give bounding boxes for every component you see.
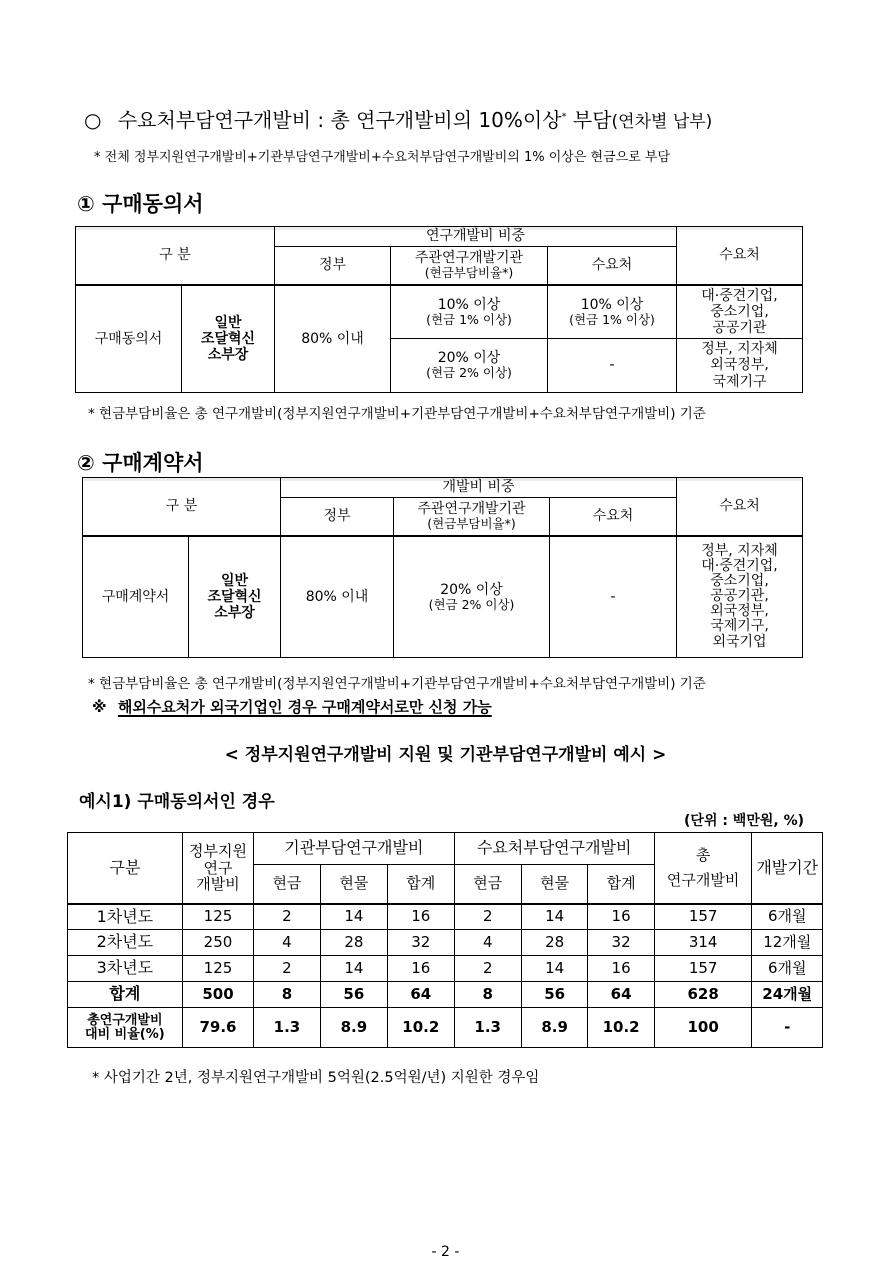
heading-note: * 전체 정부지원연구개발비+기관부담연구개발비+수요처부담연구개발비의 1% 이상은 현금으로 부담 <box>94 150 671 165</box>
header-demand-col: 수요처 <box>677 478 803 536</box>
header-demand-sum: 합계 <box>588 865 654 904</box>
table-row: 2차년도 250 4 28 32 4 28 32 314 12개월 <box>68 930 823 956</box>
demand-list-1: 대·중견기업, 중소기업, 공공기관 <box>677 285 803 339</box>
row-type: 일반 조달혁신 소부장 <box>189 536 281 658</box>
example-subtitle: 예시1) 구매동의서인 경우 <box>79 792 275 812</box>
header-demand: 수요처 <box>548 247 677 285</box>
header-group: 연구개발비 비중 <box>275 227 677 247</box>
header-period: 개발기간 <box>752 833 823 904</box>
header-demand-col: 수요처 <box>677 227 803 285</box>
header-gubun: 구 분 <box>83 478 281 536</box>
header-gubun: 구 분 <box>76 227 275 285</box>
header-org: 주관연구개발기관 (현금부담비율*) <box>391 247 548 285</box>
section2-title: ② 구매계약서 <box>77 451 204 475</box>
demand-value-1: 10% 이상 (현금 1% 이상) <box>548 285 677 339</box>
table-row-total: 합계 500 8 56 64 8 56 64 628 24개월 <box>68 982 823 1008</box>
header-org-cash: 현금 <box>254 865 320 904</box>
demand-list-2: 정부, 지자체 외국정부, 국제기구 <box>677 339 803 393</box>
page-number: - 2 - <box>431 1244 460 1260</box>
table-row: 1차년도 125 2 14 16 2 14 16 157 6개월 <box>68 904 823 930</box>
example-note: * 사업기간 2년, 정부지원연구개발비 5억원(2.5억원/년) 지원한 경우임 <box>92 1070 540 1086</box>
header-group: 개발비 비중 <box>281 478 677 498</box>
heading-text: 수요처부담연구개발비 : 총 연구개발비의 10%이상 <box>117 108 562 132</box>
section2-note: * 현금부담비율은 총 연구개발비(정부지원연구개발비+기관부담연구개발비+수요처부담연구개발비) 기준 <box>88 676 706 692</box>
header-demand-group: 수요처부담연구개발비 <box>454 833 654 865</box>
header-demand-cash: 현금 <box>454 865 521 904</box>
section2-warning: ※ 해외수요처가 외국기업인 경우 구매계약서로만 신청 가능 <box>92 698 492 716</box>
header-gov: 정부지원 연구 개발비 <box>182 833 253 904</box>
row-label: 구매동의서 <box>76 285 182 393</box>
header-gov: 정부 <box>275 247 391 285</box>
table-row: 3차년도 125 2 14 16 2 14 16 157 6개월 <box>68 956 823 982</box>
gov-value: 80% 이내 <box>281 536 394 658</box>
header-org-group: 기관부담연구개발비 <box>254 833 454 865</box>
header-total: 총 연구개발비 <box>654 833 752 904</box>
row-type: 일반 조달혁신 소부장 <box>182 285 275 393</box>
bullet-icon: ○ <box>84 108 102 132</box>
table-row-ratio: 총연구개발비 대비 비율(%) 79.6 1.3 8.9 10.2 1.3 8.9 10.2 100 - <box>68 1008 823 1048</box>
header-demand: 수요처 <box>550 498 677 536</box>
example-table <box>67 832 823 1048</box>
header-org-sum: 합계 <box>388 865 454 904</box>
heading-sup: * <box>561 111 567 123</box>
demand-value-2: - <box>548 339 677 393</box>
main-heading <box>84 104 712 133</box>
header-org: 주관연구개발기관 (현금부담비율*) <box>394 498 550 536</box>
header-gov: 정부 <box>281 498 394 536</box>
org-value: 20% 이상 (현금 2% 이상) <box>394 536 550 658</box>
row-label: 구매계약서 <box>83 536 189 658</box>
demand-list: 정부, 지자체 대·중견기업, 중소기업, 공공기관, 외국정부, 국제기구, 외국기업 <box>677 536 803 658</box>
org-value-1: 10% 이상 (현금 1% 이상) <box>391 285 548 339</box>
header-org-inkind: 현물 <box>320 865 387 904</box>
gov-value: 80% 이내 <box>275 285 391 393</box>
heading-suffix: 부담 <box>566 108 612 132</box>
section1-title: ① 구매동의서 <box>77 192 204 216</box>
demand-value: - <box>550 536 677 658</box>
header-gubun: 구분 <box>68 833 183 904</box>
purchase-contract-table <box>82 477 803 658</box>
org-value-2: 20% 이상 (현금 2% 이상) <box>391 339 548 393</box>
purchase-agreement-table <box>75 226 803 393</box>
heading-paren: (연차별 납부) <box>611 112 713 132</box>
unit-label: (단위 : 백만원, %) <box>684 813 804 829</box>
header-demand-inkind: 현물 <box>521 865 587 904</box>
example-title: < 정부지원연구개발비 지원 및 기관부담연구개발비 예시 > <box>224 745 667 765</box>
section1-note: * 현금부담비율은 총 연구개발비(정부지원연구개발비+기관부담연구개발비+수요처부담연구개발비) 기준 <box>88 406 706 422</box>
